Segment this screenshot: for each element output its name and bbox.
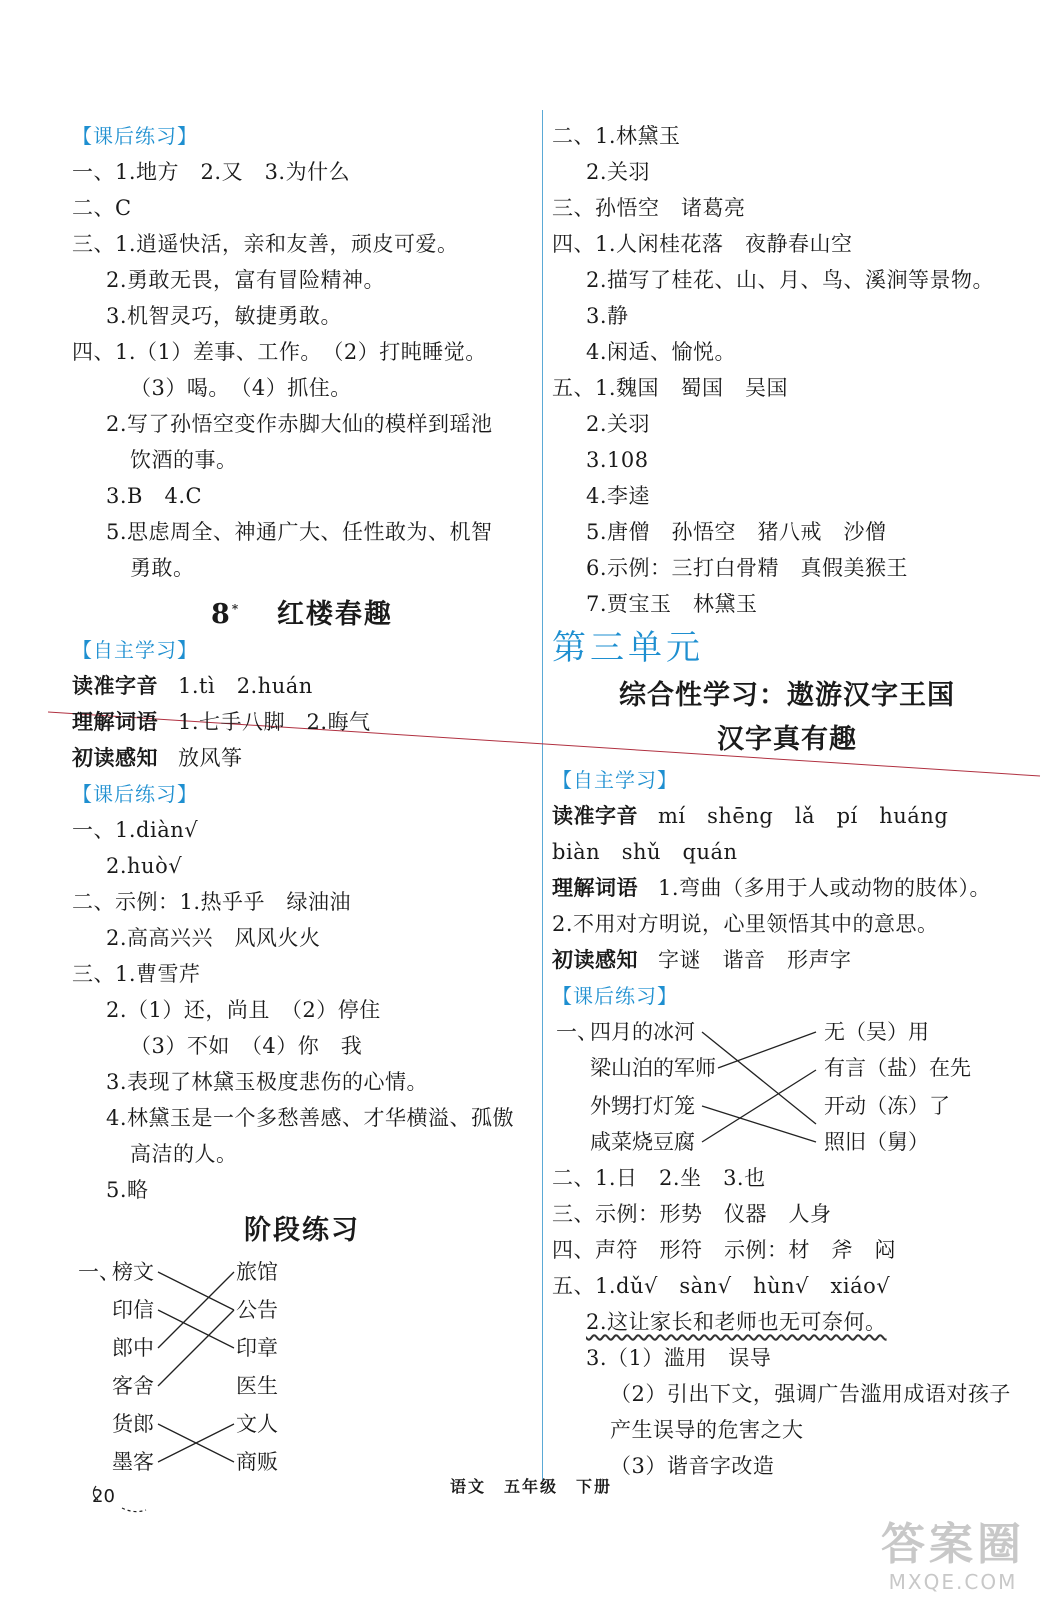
answer-line: 2.写了孙悟空变作赤脚大仙的模样到瑶池 [106, 412, 493, 436]
watermark-url: MXQE.COM [888, 1570, 1018, 1594]
answer-line: 四、1.人闲桂花落 夜静春山空 [552, 232, 853, 256]
stage-right-item: 公告 [236, 1298, 278, 1322]
answer-line: 3.B 4.C [106, 484, 203, 508]
answer-line: 2.高高兴兴 风风火火 [106, 926, 321, 950]
match-right-item: 有言（盐）在先 [824, 1056, 971, 1080]
answer-line [72, 668, 532, 704]
stage-left-item: 货郎 [112, 1412, 154, 1436]
match-right-item: 开动（冻）了 [824, 1094, 950, 1118]
stage-matching [72, 1254, 532, 1480]
answer-line: 一、1.地方 2.又 3.为什么 [72, 160, 351, 184]
stage-right-item: 医生 [236, 1374, 278, 1398]
answer-line: 2.关羽 [586, 160, 651, 184]
item-label: 理解词语 [552, 875, 638, 900]
wavy-underlined-sentence: 2.这让家长和老师也无可奈何。 [586, 1310, 887, 1334]
answer-line: 5.唐僧 孙悟空 猪八戒 沙僧 [586, 520, 887, 544]
answer-line: 3.机智灵巧，敏捷勇敢。 [106, 304, 343, 328]
stage-right-item: 文人 [236, 1412, 278, 1436]
answer-line [72, 704, 532, 740]
idiom-matching [552, 1014, 1022, 1160]
answer-line: 2.huò√ [106, 854, 183, 878]
item-label: 初读感知 [72, 745, 158, 770]
answer-line: 7.贾宝玉 林黛玉 [586, 592, 758, 616]
answer-line: 4.林黛玉是一个多愁善感、才华横溢、孤傲 [106, 1106, 515, 1130]
subtitle: 综合性学习：遨游汉字王国 [619, 680, 955, 711]
item-label: 初读感知 [552, 947, 638, 972]
left-column [72, 118, 532, 1480]
stage-right-item: 旅馆 [236, 1260, 278, 1284]
item-value: 字谜 谐音 形声字 [658, 948, 852, 972]
answer-line: 4.李逵 [586, 484, 651, 508]
match-left-item: 咸菜烧豆腐 [590, 1130, 695, 1154]
answer-line: 3.（1）滥用 误导 [586, 1346, 772, 1370]
stage-left-item: 印信 [112, 1298, 154, 1322]
watermark-logo: 答案圈 [881, 1519, 1025, 1570]
answer-line: 4.闲适、愉悦。 [586, 340, 737, 364]
answer-line: 三、孙悟空 诸葛亮 [552, 196, 746, 220]
answer-line [72, 740, 532, 776]
stage-right-item: 印章 [236, 1336, 278, 1360]
subtitle: 汉字真有趣 [717, 724, 857, 755]
watermark [858, 1520, 1048, 1594]
match-left-item: 外甥打灯笼 [590, 1094, 695, 1118]
answer-line: 5.略 [106, 1178, 149, 1202]
stage-left-item: 郎中 [112, 1336, 154, 1360]
answer-line: 三、示例：形势 仪器 人身 [552, 1202, 832, 1226]
answer-line: 3.静 [586, 304, 629, 328]
answer-line: 三、1.逍遥快活，亲和友善，顽皮可爱。 [72, 232, 459, 256]
item-label: 读准字音 [72, 673, 158, 698]
lesson-number: 8 [211, 599, 232, 630]
stage-left-item: 墨客 [112, 1450, 154, 1474]
answer-line: 3.表现了林黛玉极度悲伤的心情。 [106, 1070, 429, 1094]
item-value: mí shēng lǎ pí huáng [658, 804, 949, 828]
answer-line: 产生误导的危害之大 [610, 1418, 804, 1442]
unit-title: 第三单元 [552, 628, 704, 668]
lesson-title [72, 586, 532, 632]
column-divider [542, 110, 543, 1480]
match-right-item: 照旧（舅） [824, 1130, 929, 1154]
answer-line: 二、1.日 2.坐 3.也 [552, 1166, 766, 1190]
item-value: 1.tì 2.huán [178, 674, 313, 698]
answer-line [552, 1304, 1022, 1340]
answer-line: 二、1.林黛玉 [552, 124, 681, 148]
section-header: 【自主学习】 [72, 638, 198, 662]
stage-prefix: 一、 [78, 1260, 120, 1284]
answer-line: 2.（1）还，尚且 （2）停住 [106, 998, 381, 1022]
item-value: 放风筝 [178, 746, 243, 770]
answer-line: 勇敢。 [130, 556, 195, 580]
answer-line: 3.108 [586, 448, 649, 472]
stage-left-item: 客舍 [112, 1374, 154, 1398]
answer-line: 四、1.（1）差事、工作。 （2）打盹睡觉。 [72, 340, 487, 364]
answer-line: biàn shǔ quán [552, 840, 738, 864]
page-number: 20 [92, 1486, 115, 1507]
answer-line: 二、C [72, 196, 132, 220]
answer-line: 二、示例：1.热乎乎 绿油油 [72, 890, 352, 914]
answer-line: 2.不用对方明说，心里领悟其中的意思。 [552, 912, 939, 936]
section-header: 【课后练习】 [72, 124, 198, 148]
answer-line: （3）喝。 （4）抓住。 [130, 376, 352, 400]
answer-line: 5.思虑周全、神通广大、任性敢为、机智 [106, 520, 493, 544]
book-footer: 语文 五年级 下册 [449, 1477, 612, 1496]
item-label: 理解词语 [72, 709, 158, 734]
match-left-item: 四月的冰河 [590, 1020, 695, 1044]
answer-line: 五、1.dǔ√ sàn√ hùn√ xiáo√ [552, 1274, 891, 1298]
answer-line: 2.勇敢无畏，富有冒险精神。 [106, 268, 386, 292]
answer-line: 一、1.diàn√ [72, 818, 199, 842]
answer-line: 2.描写了桂花、山、月、鸟、溪涧等景物。 [586, 268, 995, 292]
stage-title: 阶段练习 [244, 1215, 360, 1246]
section-header: 【课后练习】 [552, 984, 678, 1008]
answer-line: 三、1.曹雪芹 [72, 962, 201, 986]
stage-right-item: 商贩 [236, 1450, 278, 1474]
answer-line: 五、1.魏国 蜀国 吴国 [552, 376, 789, 400]
answer-line [552, 798, 1022, 834]
section-header: 【自主学习】 [552, 768, 678, 792]
item-value: 1.弯曲（多用于人或动物的肢体）。 [658, 876, 992, 900]
stage-left-item: 榜文 [112, 1260, 154, 1284]
answer-line: 2.关羽 [586, 412, 651, 436]
answer-line [552, 942, 1022, 978]
item-value: 1.七手八脚 2.晦气 [178, 710, 371, 734]
match-right-item: 无（吴）用 [824, 1020, 929, 1044]
answer-line: （3）谐音字改造 [610, 1454, 775, 1478]
right-column [552, 118, 1022, 1484]
answer-line: （3）不如 （4）你 我 [130, 1034, 363, 1058]
answer-line: 饮酒的事。 [130, 448, 238, 472]
item-label: 读准字音 [552, 803, 638, 828]
answer-line: 四、声符 形符 示例：材 斧 闷 [552, 1238, 896, 1262]
answer-line [552, 870, 1022, 906]
match-left-item: 梁山泊的军师 [590, 1056, 716, 1080]
lesson-star: * [231, 602, 241, 616]
answer-line: 6.示例：三打白骨精 真假美猴王 [586, 556, 909, 580]
lesson-name: 红楼春趣 [276, 599, 393, 630]
answer-line: 高洁的人。 [130, 1142, 238, 1166]
answer-line: （2）引出下文，强调广告滥用成语对孩子 [610, 1382, 1011, 1406]
match-prefix: 一、 [556, 1020, 598, 1044]
section-header: 【课后练习】 [72, 782, 198, 806]
